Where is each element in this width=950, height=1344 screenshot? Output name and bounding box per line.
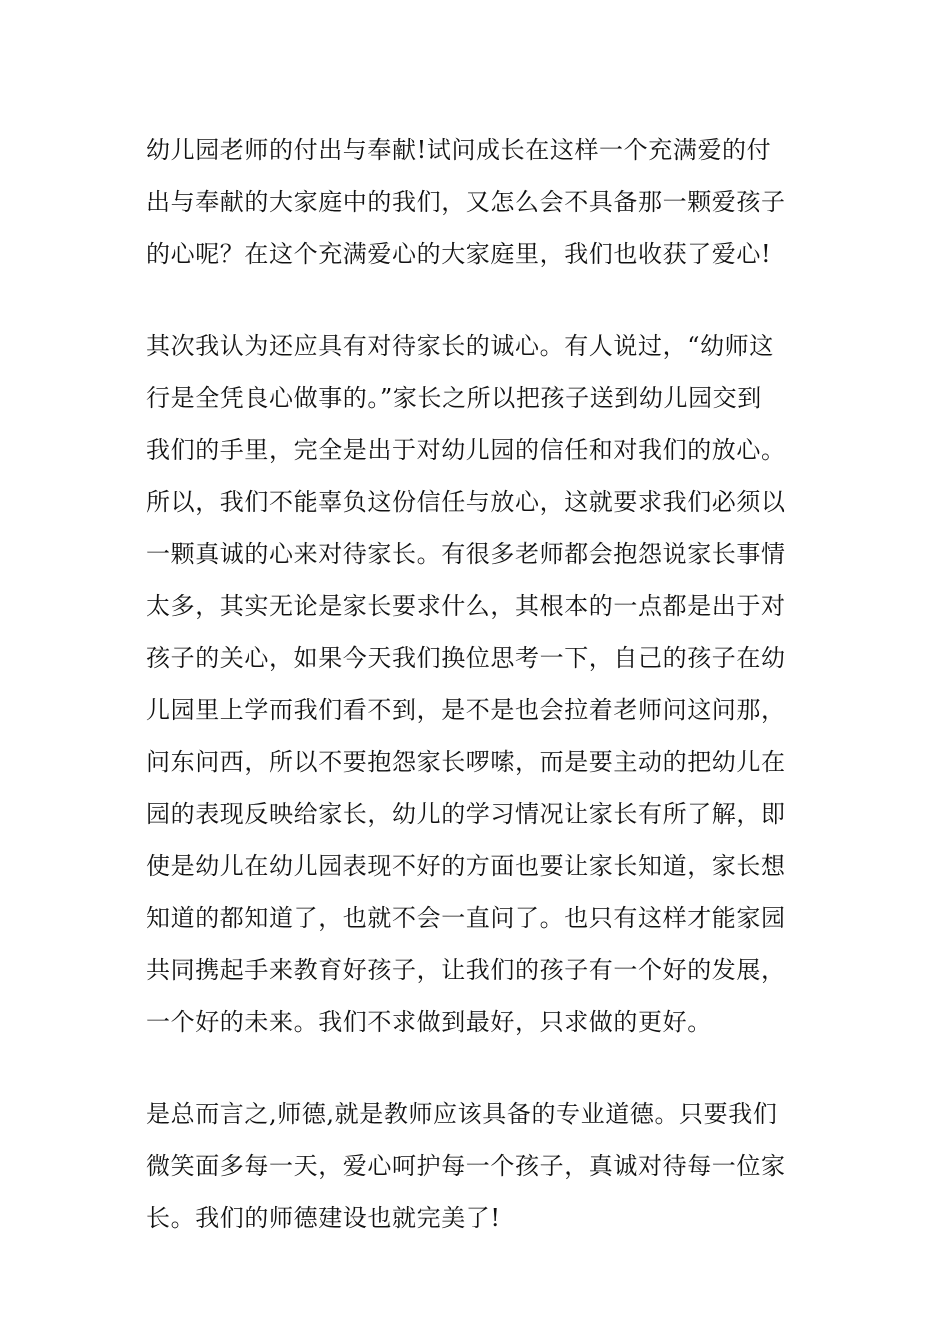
paragraph-1-line-2: 出与奉献的大家庭中的我们，又怎么会不具备那一颗爱孩子	[146, 188, 786, 216]
paragraph-2-line-11: 使是幼儿在幼儿园表现不好的方面也要让家长知道，家长想	[146, 852, 786, 880]
paragraph-1-line-1: 幼儿园老师的付出与奉献!试问成长在这样一个充满爱的付	[146, 136, 772, 164]
paragraph-2-line-7: 孩子的关心，如果今天我们换位思考一下，自己的孩子在幼	[146, 644, 786, 672]
paragraph-2-line-12: 知道的都知道了，也就不会一直问了。也只有这样才能家园	[146, 904, 786, 932]
paragraph-2-line-5: 一颗真诚的心来对待家长。有很多老师都会抱怨说家长事情	[146, 540, 786, 568]
paragraph-2-line-1: 其次我认为还应具有对待家长的诚心。有人说过，“幼师这	[146, 332, 774, 360]
paragraph-2-line-14: 一个好的未来。我们不求做到最好，只求做的更好。	[146, 1008, 712, 1036]
paragraph-3-line-1: 是总而言之,师德,就是教师应该具备的专业道德。只要我们	[146, 1100, 778, 1128]
paragraph-2-line-13: 共同携起手来教育好孩子，让我们的孩子有一个好的发展，	[146, 956, 786, 984]
paragraph-2-line-8: 儿园里上学而我们看不到，是不是也会拉着老师问这问那，	[146, 696, 786, 724]
paragraph-2-line-4: 所以，我们不能辜负这份信任与放心，这就要求我们必须以	[146, 488, 786, 516]
paragraph-2-line-10: 园的表现反映给家长，幼儿的学习情况让家长有所了解，即	[146, 800, 786, 828]
paragraph-3-line-3: 长。我们的师德建设也就完美了!	[146, 1204, 501, 1232]
paragraph-2-line-6: 太多，其实无论是家长要求什么，其根本的一点都是出于对	[146, 592, 786, 620]
paragraph-2-line-3: 我们的手里，完全是出于对幼儿园的信任和对我们的放心。	[146, 436, 786, 464]
paragraph-1-line-3: 的心呢？在这个充满爱心的大家庭里，我们也收获了爱心!	[146, 240, 772, 268]
paragraph-2-line-9: 问东问西，所以不要抱怨家长啰嗦，而是要主动的把幼儿在	[146, 748, 786, 776]
paragraph-3-line-2: 微笑面多每一天，爱心呵护每一个孩子，真诚对待每一位家	[146, 1152, 786, 1180]
paragraph-2-line-2: 行是全凭良心做事的。”家长之所以把孩子送到幼儿园交到	[146, 384, 762, 412]
